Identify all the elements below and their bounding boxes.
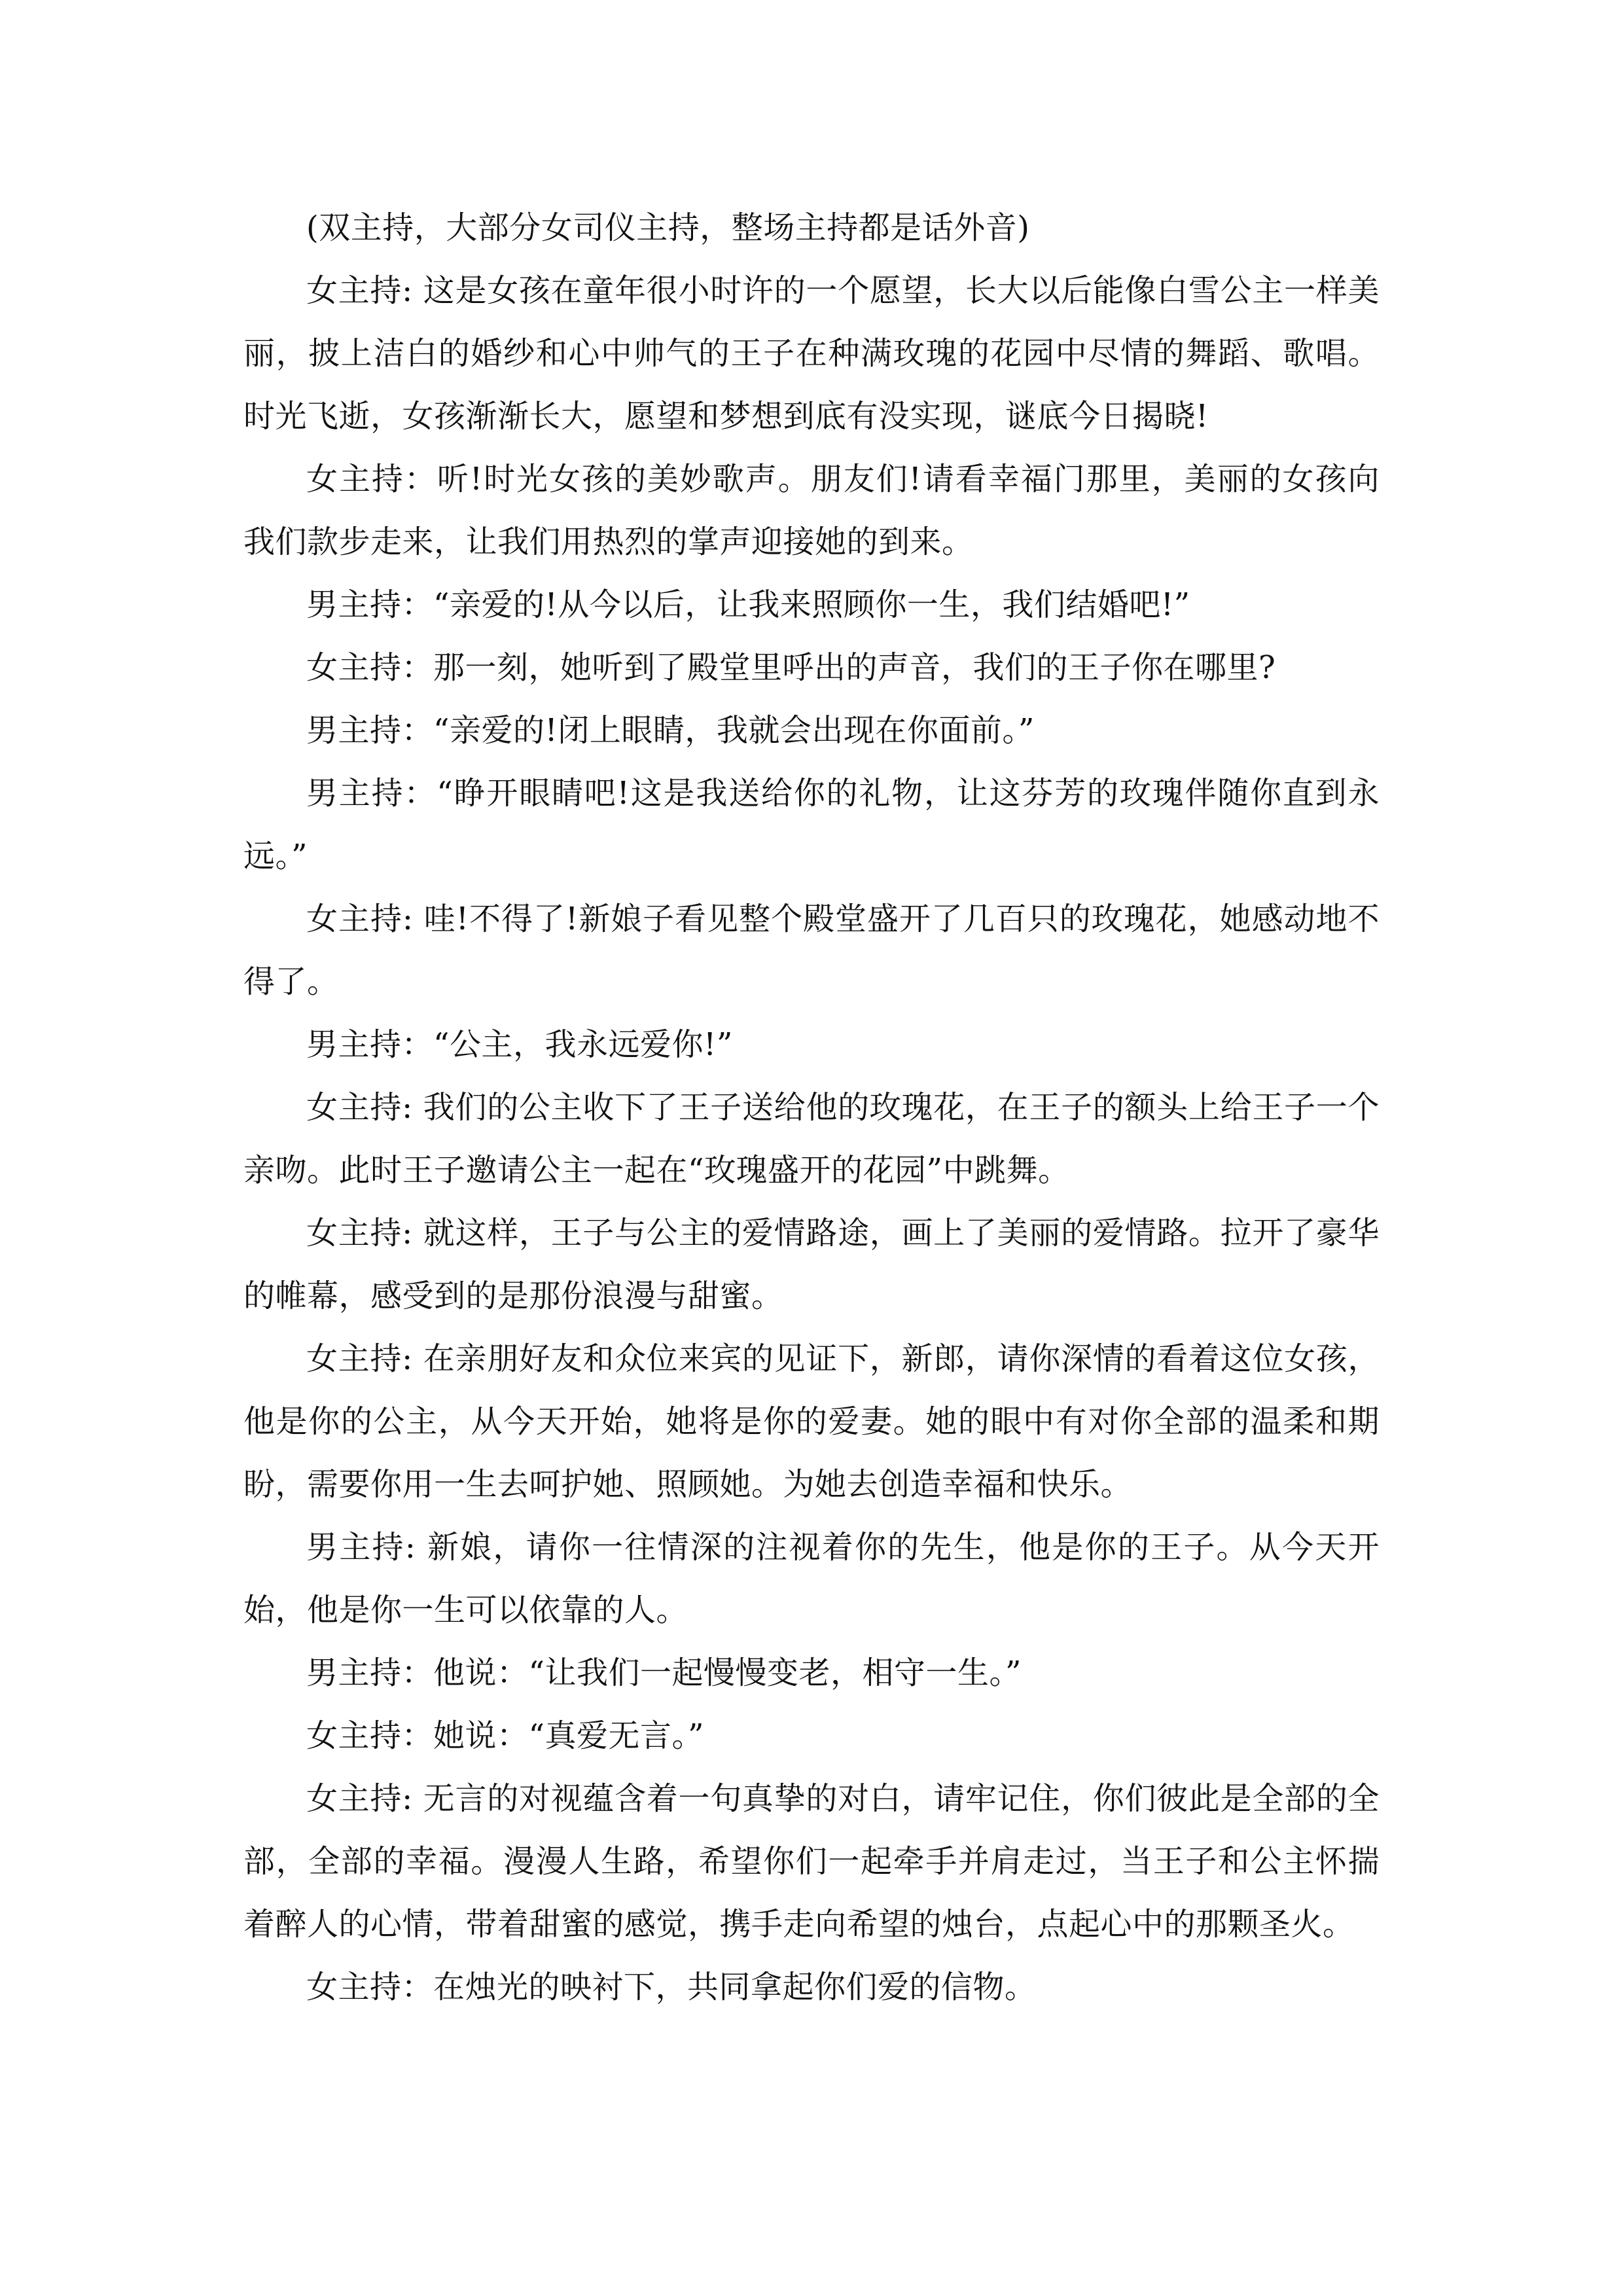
paragraph: 女主持：在烛光的映衬下，共同拿起你们爱的信物。: [306, 1969, 1037, 2005]
paragraph: (双主持，大部分女司仪主持，整场主持都是话外音): [306, 209, 1030, 246]
paragraph: 男主持：他说：“让我们一起慢慢变老，相守一生。”: [306, 1655, 1022, 1691]
paragraph: 女主持：那一刻，她听到了殿堂里呼出的声音，我们的王子你在哪里?: [306, 649, 1276, 686]
paragraph: 女主持: 就这样，王子与公主的爱情路途，画上了美丽的爱情路。拉开了豪华的帷幕，感受到的是那份浪漫与甜蜜。: [243, 1215, 1380, 1314]
paragraph: 男主持：“亲爱的!从今以后，让我来照顾你一生，我们结婚吧!”: [306, 586, 1190, 623]
paragraph: 女主持: 在亲朋好友和众位来宾的见证下，新郎，请你深情的看着这位女孩，他是你的公主，从今天开始，她将是你的爱妻。她的眼中有对你全部的温柔和期盼，需要你用一生去呵护她、照顾她。为她去创造幸福和快乐。: [243, 1340, 1380, 1503]
paragraph: 女主持: 无言的对视蕴含着一句真挚的对白，请牢记住，你们彼此是全部的全部，全部的幸福。漫漫人生路，希望你们一起牵手并肩走过，当王子和公主怀揣着醉人的心情，带着甜蜜的感觉，携手走向希望的烛台，点起心中的那颗圣火。: [243, 1780, 1380, 1943]
paragraph: 女主持：听!时光女孩的美妙歌声。朋友们!请看幸福门那里，美丽的女孩向我们款步走来，让我们用热烈的掌声迎接她的到来。: [243, 461, 1380, 560]
paragraph: 女主持: 我们的公主收下了王子送给他的玫瑰花，在王子的额头上给王子一个亲吻。此时王子邀请公主一起在“玫瑰盛开的花园”中跳舞。: [243, 1089, 1380, 1189]
paragraph: 男主持：“睁开眼睛吧!这是我送给你的礼物，让这芬芳的玫瑰伴随你直到永远。”: [243, 775, 1380, 874]
paragraph: 女主持: 这是女孩在童年很小时许的一个愿望，长大以后能像白雪公主一样美丽，披上洁白的婚纱和心中帅气的王子在种满玫瑰的花园中尽情的舞蹈、歌唱。时光飞逝，女孩渐渐长大，愿望和梦想到底有没实现，谜底今日揭晓!: [243, 272, 1380, 435]
paragraph: 男主持：“亲爱的!闭上眼睛，我就会出现在你面前。”: [306, 712, 1035, 749]
paragraph: 女主持: 哇!不得了!新娘子看见整个殿堂盛开了几百只的玫瑰花，她感动地不得了。: [243, 901, 1380, 1000]
paragraph: 男主持：“公主，我永远爱你!”: [306, 1026, 733, 1063]
paragraph: 男主持: 新娘，请你一往情深的注视着你的先生，他是你的王子。从今天开始，他是你一生可以依靠的人。: [243, 1529, 1380, 1628]
document-body: [243, 196, 1380, 2018]
paragraph: 女主持：她说：“真爱无言。”: [306, 1717, 705, 1754]
